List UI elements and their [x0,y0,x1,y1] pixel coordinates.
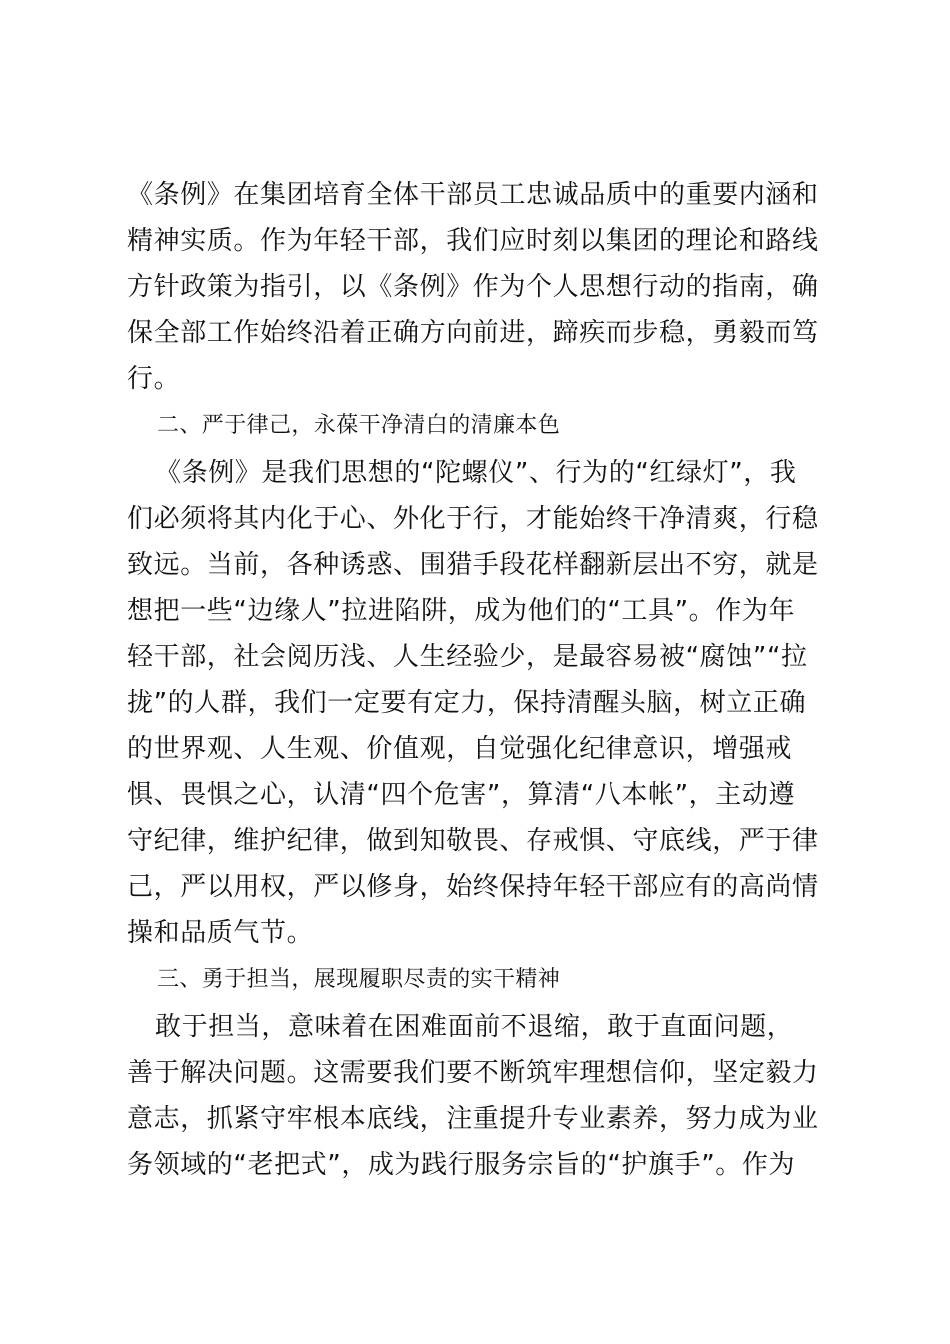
text-line: 保全部工作始终沿着正确方向前进，蹄疾而步稳，勇毅而笃 [127,318,819,348]
section-heading-3: 三、勇于担当，展现履职尽责的实干精神 [157,967,561,992]
document-body [127,172,833,1188]
text-line: 想把一些“边缘人”拉进陷阱，成为他们的“工具”。作为年 [127,596,796,626]
text-line: 精神实质。作为年轻干部，我们应时刻以集团的理论和路线 [127,226,819,256]
text-line: 务领域的“老把式”，成为践行服务宗旨的“护旗手”。作为 [127,1150,796,1180]
paragraph-section3 [127,1004,833,1188]
paragraph-section1-tail [127,172,833,402]
text-line: 善于解决问题。这需要我们要不断筑牢理想信仰，坚定毅力 [127,1058,819,1088]
text-line: 的世界观、人生观、价值观，自觉强化纪律意识，增强戒 [127,734,793,764]
text-line: 轻干部，社会阅历浅、人生经验少，是最容易被“腐蚀”“拉 [127,642,808,672]
text-line: 拢”的人群，我们一定要有定力，保持清醒头脑，树立正确 [127,688,807,718]
text-line: 意志，抓紧守牢根本底线，注重提升专业素养，努力成为业 [127,1104,819,1134]
text-line: 操和品质气节。 [127,918,314,948]
text-line: 《条例》在集团培育全体干部员工忠诚品质中的重要内涵和 [127,180,819,210]
text-line: 致远。当前，各种诱惑、围猎手段花样翻新层出不穷，就是 [127,550,819,580]
text-line: 惧、畏惧之心，认清“四个危害”，算清“八本帐”，主动遵 [127,780,796,810]
text-line: 们必须将其内化于心、外化于行，才能始终干净清爽，行稳 [127,504,819,534]
text-line: 行。 [127,364,181,394]
section-heading-2: 二、严于律己，永葆干净清白的清廉本色 [157,413,561,438]
text-line: 《条例》是我们思想的“陀螺仪”、行为的“红绿灯”，我 [155,458,797,488]
text-line: 敢于担当，意味着在困难面前不退缩，敢于直面问题， [155,1012,794,1042]
paragraph-section2 [127,450,833,956]
text-line: 方针政策为指引，以《条例》作为个人思想行动的指南，确 [127,272,819,302]
text-line: 守纪律，维护纪律，做到知敬畏、存戒惧、守底线，严于律 [127,826,819,856]
text-line: 己，严以用权，严以修身，始终保持年轻干部应有的高尚情 [127,872,819,902]
